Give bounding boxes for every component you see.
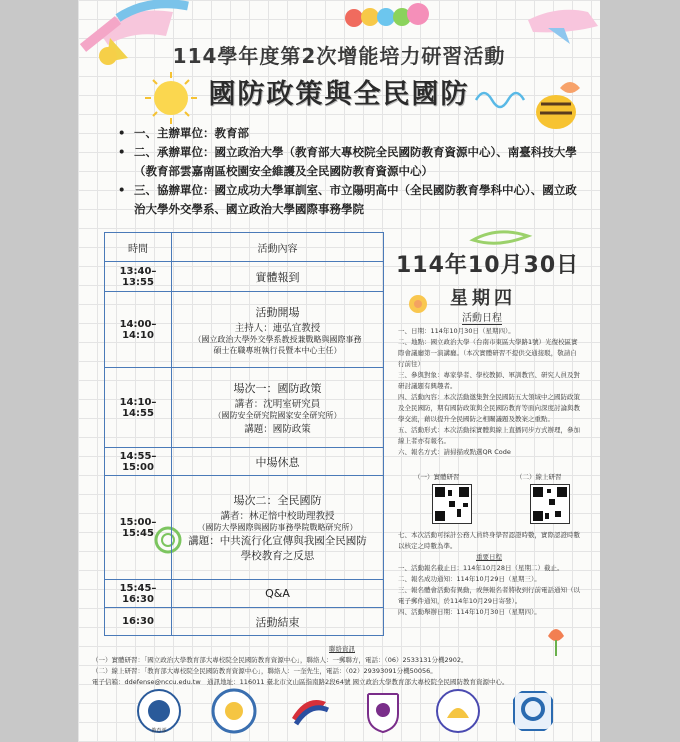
moe-logo-icon [136, 688, 182, 734]
organizer-co-organizer: • 三、協辦單位：國立成功大學軍訓室、市立陽明高中（全民國防教育學科中心）、國立政治大學外交學系、國立政治大學國際事務學院 [118, 181, 578, 219]
flower-icon [409, 295, 427, 313]
organizer-host: • 一、主辦單位：教育部 [118, 124, 578, 143]
logo-row [136, 688, 556, 734]
organizer-undertaker: • 二、承辦單位：國立政治大學（教育部大專校院全民國防教育資源中心）、南臺科技大學（教育部雲嘉南區校園安全維護及全民國防教育資源中心） [118, 143, 578, 181]
info-line: 六、報名方式：請掃描或點選QR Code [398, 448, 511, 456]
row-time: 14:55–15:00 [105, 448, 172, 476]
note-line: 三、報名體會活動有異動，或無報名者將收到行前電話通知（以電子郵件通知，於114年10月29日寄發）。 [398, 586, 580, 605]
table-row [105, 292, 384, 368]
qr-code-online[interactable] [530, 484, 570, 524]
row-content: Q&A [172, 580, 384, 608]
row-content: 實體報到 [172, 262, 384, 292]
info-line: 一、日期：114年10月30日（星期四）。 [398, 327, 515, 335]
poster-title: 國防政策與全民國防 [208, 79, 470, 110]
header-time: 時間 [105, 233, 172, 262]
row-content: 活動結束 [172, 608, 384, 636]
info-line: 三、參與對象：專家學者、學校教師、軍訓教官、研究人員及對研討議題有興趣者。 [398, 371, 580, 390]
row-content: 場次一：國防政策 講者：沈明室研究員 （國防安全研究院國家安全研究所） 講題：國防政策 [172, 368, 384, 448]
contact-heading: 聯絡資訊 [329, 645, 355, 653]
contact-line: （一）實體研習：「國立政治大學教育部大專校院全民國防教育資源中心」，聯絡人：一郵聯方，電話：（06）2533131分機2902。 [92, 656, 468, 664]
event-weekday: 星期四 [450, 288, 516, 309]
row-content: 場次二：全民國防 講者：林疋愔中校助理教授 （國防大學國際與國防事務學院戰略研究所） 講題：中共流行化宣傳與我國全民國防 學校教育之反思 [172, 476, 384, 580]
moe-logo-text: 教育部 [151, 728, 167, 734]
note-line: 二、報名成功通知：114年10月29日（星期三）。 [398, 575, 541, 583]
table-row [105, 448, 384, 476]
row-time: 14:00–14:10 [105, 292, 172, 368]
ncku-logo-icon [360, 688, 406, 734]
header-content: 活動內容 [172, 233, 384, 262]
contact-line: 電子信箱：ddefense@nccu.edu.tw 通訊地址：116011 臺北市文山區指南路2段64號 國立政治大學教育部大專校院全民國防教育資源中心。 [92, 678, 509, 686]
info-line: 四、活動內容：本次活動邀集對全民國防五大領域中之國防政策及全民國防，期有國防政策與全民國防教育等面向深度討論與教學交流，藉以提升全民國防之相關議題及教案之重點。 [398, 393, 580, 423]
schedule-header-row [105, 233, 384, 262]
yangming-logo-icon [435, 688, 481, 734]
row-time: 15:00–15:45 [105, 476, 172, 580]
qr-code-onsite[interactable] [432, 484, 472, 524]
row-time: 15:45–16:30 [105, 580, 172, 608]
contact-info [92, 655, 592, 688]
note-line: 七、本次活動可採計公務人員終身學習認證時數，實際認證時數以核定之時數為準。 [398, 531, 580, 550]
schedule-table [104, 232, 384, 636]
poster-subtitle: 114學年度第2次增能培力研習活動 [172, 44, 506, 68]
important-dates-heading: 重要日程 [476, 553, 502, 561]
event-date: 114年10月30日 [396, 253, 580, 278]
event-info [398, 326, 580, 458]
table-row [105, 580, 384, 608]
organizer-list [118, 124, 578, 219]
row-content: 中場休息 [172, 448, 384, 476]
info-line: 二、地點：國立政治大學（台南市東區大學路1號）光復校區實際會議廳第一演講廳。（本次實體研習不提供交通接駁，敬請自行前往） [398, 338, 578, 368]
nccu-logo-icon [211, 688, 257, 734]
table-row [105, 262, 384, 292]
table-row [105, 368, 384, 448]
row-time: 16:30 [105, 608, 172, 636]
info-line: 五、活動形式：本次活動採實體與線上直播同步方式辦理，參加線上者亦有報名。 [398, 426, 580, 445]
defense-center-logo-icon [510, 688, 556, 734]
stust-logo-icon [286, 688, 332, 734]
agenda-title: 活動日程 [462, 309, 502, 325]
event-notes [398, 530, 580, 618]
qr-label-onsite: （一）實體研習 [414, 473, 460, 481]
airplane-icon [528, 10, 598, 44]
note-line: 一、活動報名截止日：114年10月28日（星期二）截止。 [398, 564, 564, 572]
row-time: 14:10–14:55 [105, 368, 172, 448]
row-content: 活動開場 主持人：連弘宜教授 （國立政治大學外交學系教授兼戰略與國際事務 碩士在職專班執行長暨本中心主任） [172, 292, 384, 368]
event-poster [78, 0, 600, 742]
table-row [105, 476, 384, 580]
row-time: 13:40–13:55 [105, 262, 172, 292]
note-line: 四、活動舉辦日期：114年10月30日（星期四）。 [398, 608, 541, 616]
contact-line: （二）線上研習：「教育部大專校院全民國防教育資源中心」，聯絡人：一奎先生，電話：（02）29393091分機50056。 [92, 667, 437, 675]
caterpillar-icon [345, 3, 429, 27]
qr-label-online: （二）線上研習 [516, 473, 562, 481]
leaf-icon [473, 232, 528, 243]
table-row [105, 608, 384, 636]
